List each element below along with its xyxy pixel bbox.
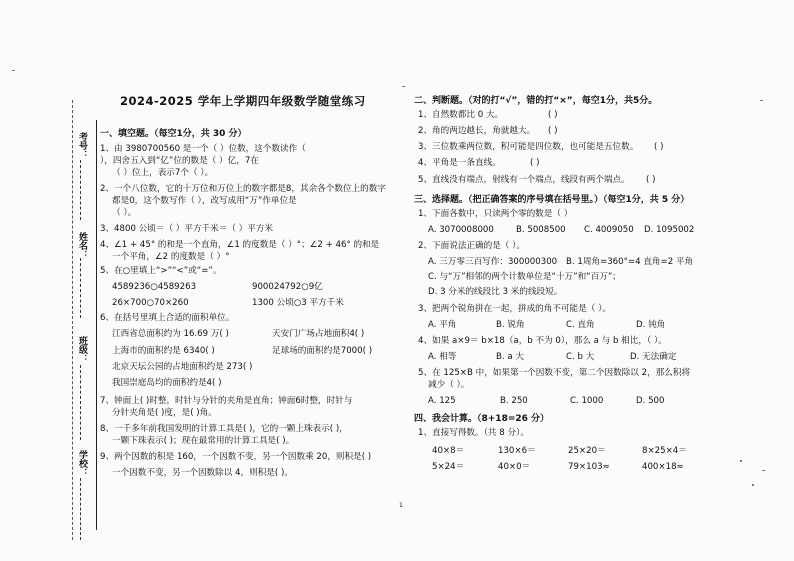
choice-2-b: B. 1周角=360°=4 直角=2 平角 [566,257,694,267]
choice-2-d: D. 3 分米的线段比 3 米的线段短。 [428,287,563,297]
margin-label-exam-no: 考号： [77,132,87,159]
q6-row3: 北京天坛公园的占地面积约是 273( ) [112,362,253,372]
calc-instruction: 1、直接写得数。（共 8 分）。 [418,428,529,438]
choice-1: 1、下面各数中，只读两个零的数是（ ） [418,209,573,219]
q5-row2-b: 1300 公顷○3 平方千米 [252,298,344,308]
judge-3-bracket: ( ) [654,142,664,152]
choice-3-d: D. 钝角 [636,320,666,330]
section-3-heading: 三、选择题。（把正确答案的序号填在括号里。）（每空1分，共 5 分） [414,195,690,205]
margin-line-class [80,365,81,440]
choice-4-a: A. 相等 [428,352,457,362]
q6-row1-a: 江西省总面积约为 16.69 万( ) [112,329,229,339]
choice-3-a: A. 平角 [428,320,457,330]
margin-line-name [80,258,81,318]
q5-row1-b: 900024792○9亿 [252,282,323,292]
margin-label-name: 姓名： [77,232,87,259]
choice-2-a: A. 三万零三百写作：300000300 [428,257,558,267]
judge-3: 3、三位数乘两位数，积可能是四位数，也可能是五位数。 [418,142,639,152]
q9-line-a: 9、两个因数的积是 160，一个因数不变，另一个因数乘 20，则积是( ) [100,452,372,462]
q6-row4: 我国崇庭岛均的面积约是4( ) [112,378,222,388]
scan-speck [760,100,763,101]
margin-label-school: 学校： [77,450,87,477]
page-number: 1 [399,502,403,509]
margin-label-class: 班级： [77,336,87,363]
q8-line-a: 8、一千多年前我国发明的计算工具是( )，它的一颗上珠表示( )， [100,424,348,434]
q4-line-a: 4、∠1 + 45° 的和是一个直角，∠1 的度数是（ ）°；∠2 + 46° 的和是 [100,240,380,250]
calc-item: 8×25×4＝ [642,446,687,456]
judge-2-bracket: ( ) [548,126,558,136]
choice-4: 4、如果 a×9＝ b×18（a，b 不为 0），那么 a 与 b 相比，（ ）。 [418,336,667,346]
section-1-heading: 一、填空题。（每空1分，共 30 分） [100,129,247,139]
choice-4-b: B. a 大 [496,352,524,362]
scan-speck [762,470,765,471]
judge-5: 5、直线没有端点，射线有一个端点，线段有两个端点。 [418,175,630,185]
judge-2: 2、角的两边越长，角就越大。 [418,126,536,136]
q5-row2-a: 26×700○70×260 [112,298,189,308]
choice-2-c: C. 与“万”相邻的两个计数单位是“十万”和“百万”； [428,272,621,282]
margin-line-exam-no [80,160,81,220]
calc-item: 25×20＝ [568,446,606,456]
choice-1-d: D. 1095002 [644,225,695,235]
q2-line-a: 2、一个八位数，它的十万位和万位上的数字都是8，其余各个数位上的数字 [100,184,386,194]
q2-line-b: 都是0，这个数写作（ ），改写成用“万”作单位是 [112,196,297,206]
q9-line-b: 一个因数不变，另一个因数除以 4，则积是( )。 [112,468,293,478]
choice-1-c: C. 4009050 [584,225,634,235]
left-border-line [96,120,97,530]
q6-line: 6、在括号里填上合适的面积单位。 [100,313,235,323]
q6-row1-b: 天安门广场占地面积4( ) [272,329,365,339]
judge-1-bracket: ( ) [548,110,558,120]
choice-5-line-b: 减少（ ）。 [428,380,470,390]
judge-1: 1、自然数都比 0 大。 [418,110,504,120]
choice-1-a: A. 3070008000 [428,225,494,235]
choice-5-a: A. 125 [428,396,456,406]
q4-line-b: 一个平角，∠2 的度数是（ ）° [112,252,230,262]
q1-line-a: 1、由 3980700560 是一个（ ）位数，这个数读作（ [100,144,306,154]
q1-line-b: ），四舍五入到“亿”位的数是（ ）亿，7在 [100,156,259,166]
q1-line-c: （ ）位上，表示7个（ ）。 [112,168,214,178]
choice-3-c: C. 直角 [566,320,595,330]
choice-4-c: C. b 大 [566,352,595,362]
calc-item: 130×6＝ [498,446,536,456]
choice-5-d: D. 500 [636,396,665,406]
page-title: 2024-2025 学年上学期四年级数学随堂练习 [120,94,366,108]
calc-item: 5×24＝ [432,462,465,472]
section-4-heading: 四、我会计算。（8+18=26 分） [414,414,550,424]
calc-item: 400×18≈ [642,462,684,472]
choice-5-line-a: 5、在 125×B 中，如果第一个因数不变，第二个因数除以 2，那么积将 [418,368,691,378]
q6-row2-a: 上海市的面积约是 6340( ) [112,346,215,356]
choice-5-c: C. 1000 [570,396,604,406]
q5-row1-a: 4589236○4589263 [112,282,197,292]
judge-4: 4、平角是一条直线。 [418,158,501,168]
q2-line-c: （ ）。 [112,208,137,218]
choice-1-b: B. 5008500 [516,225,566,235]
calc-item: 79×103≈ [568,462,610,472]
q7-line-a: 7、钟面上( )时整，时针与分针的夹角是直角；钟面6时整，时针与 [100,396,353,406]
q5-line: 5、在○里填上“>”“<”或“=”。 [100,266,222,276]
section-2-heading: 二、判断题。（对的打“√”，错的打“×”，每空1分，共5分。 [414,96,658,106]
q3-line: 3、4800 公顷＝（ ）平方千米＝（ ）平方米 [100,224,274,234]
calc-item: 40×8＝ [432,446,465,456]
calc-item: 40×0＝ [498,462,531,472]
q6-row2-b: 足球场的面积约是7000( ) [272,346,373,356]
choice-5-b: B. 250 [500,396,528,406]
choice-3: 3、把两个锐角拼在一起，拼成的角不可能是（ ）。 [418,304,611,314]
choice-3-b: B. 锐角 [496,320,525,330]
judge-4-bracket: ( ) [530,158,540,168]
binding-fold-line [72,100,73,540]
q7-line-b: 分针夹角是( )度，是( )角。 [112,408,217,418]
choice-4-d: D. 无法确定 [630,352,677,362]
scan-speck [752,484,754,486]
scan-speck [740,460,742,462]
scan-speck [12,70,15,71]
judge-5-bracket: ( ) [646,175,656,185]
scan-speck [402,86,405,87]
choice-2: 2、下面说法正确的是（ ）。 [418,241,526,251]
margin-line-school [80,478,81,540]
q8-line-b: 一颗下珠表示( )；现在最常用的计算工具是( )。 [112,436,295,446]
